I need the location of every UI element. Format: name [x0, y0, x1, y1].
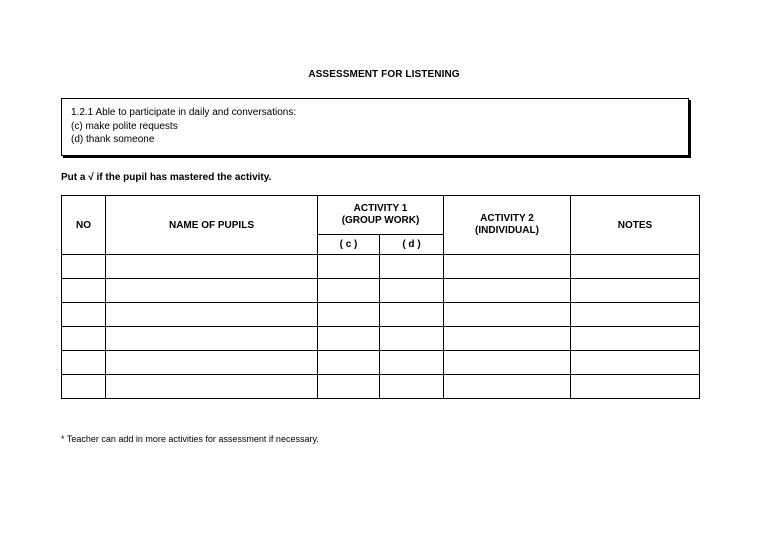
cell-activity-2[interactable]: [444, 303, 571, 327]
learning-objective-box: [61, 98, 689, 156]
header-activity-2: [444, 196, 571, 255]
header-notes: NOTES: [571, 196, 700, 255]
objective-line-c: (c) make polite requests: [71, 120, 178, 132]
cell-d[interactable]: [380, 351, 444, 375]
header-activity-1-subtitle: (GROUP WORK): [341, 215, 420, 226]
header-activity-2-title: ACTIVITY 2: [480, 213, 534, 224]
objective-line-standard: 1.2.1 Able to participate in daily and conversations:: [71, 107, 297, 118]
cell-c[interactable]: [318, 303, 380, 327]
cell-d[interactable]: [380, 303, 444, 327]
cell-no[interactable]: [62, 279, 106, 303]
table-row: [62, 327, 700, 351]
cell-name[interactable]: [106, 255, 318, 279]
cell-activity-2[interactable]: [444, 327, 571, 351]
cell-c[interactable]: [318, 279, 380, 303]
header-name-of-pupils: NAME OF PUPILS: [106, 196, 318, 255]
cell-d[interactable]: [380, 255, 444, 279]
cell-notes[interactable]: [571, 255, 700, 279]
header-sub-d: ( d ): [380, 235, 444, 255]
cell-activity-2[interactable]: [444, 279, 571, 303]
cell-no[interactable]: [62, 327, 106, 351]
table-row: [62, 255, 700, 279]
cell-no[interactable]: [62, 303, 106, 327]
cell-notes[interactable]: [571, 303, 700, 327]
cell-c[interactable]: [318, 375, 380, 399]
cell-d[interactable]: [380, 375, 444, 399]
cell-no[interactable]: [62, 255, 106, 279]
cell-notes[interactable]: [571, 279, 700, 303]
cell-name[interactable]: [106, 303, 318, 327]
table-row: [62, 375, 700, 399]
cell-c[interactable]: [318, 255, 380, 279]
cell-name[interactable]: [106, 351, 318, 375]
header-sub-c: ( c ): [318, 235, 380, 255]
header-activity-2-subtitle: (INDIVIDUAL): [475, 225, 539, 236]
table-row: [62, 303, 700, 327]
footnote: * Teacher can add in more activities for assessment if necessary.: [61, 434, 319, 444]
cell-activity-2[interactable]: [444, 255, 571, 279]
header-no: NO: [62, 196, 106, 255]
cell-name[interactable]: [106, 327, 318, 351]
cell-notes[interactable]: [571, 327, 700, 351]
instruction-text: Put a √ if the pupil has mastered the activity.: [61, 172, 272, 183]
table-row: [62, 351, 700, 375]
cell-c[interactable]: [318, 327, 380, 351]
objective-line-d: (d) thank someone: [71, 134, 155, 145]
header-activity-1: [318, 196, 444, 235]
cell-d[interactable]: [380, 327, 444, 351]
header-activity-1-title: ACTIVITY 1: [353, 203, 408, 214]
cell-activity-2[interactable]: [444, 351, 571, 375]
cell-notes[interactable]: [571, 375, 700, 399]
document-title: ASSESSMENT FOR LISTENING: [308, 69, 460, 80]
cell-name[interactable]: [106, 279, 318, 303]
cell-name[interactable]: [106, 375, 318, 399]
cell-no[interactable]: [62, 375, 106, 399]
cell-notes[interactable]: [571, 351, 700, 375]
cell-activity-2[interactable]: [444, 375, 571, 399]
cell-d[interactable]: [380, 279, 444, 303]
cell-c[interactable]: [318, 351, 380, 375]
table-row: [62, 279, 700, 303]
assessment-table: [61, 195, 700, 399]
cell-no[interactable]: [62, 351, 106, 375]
